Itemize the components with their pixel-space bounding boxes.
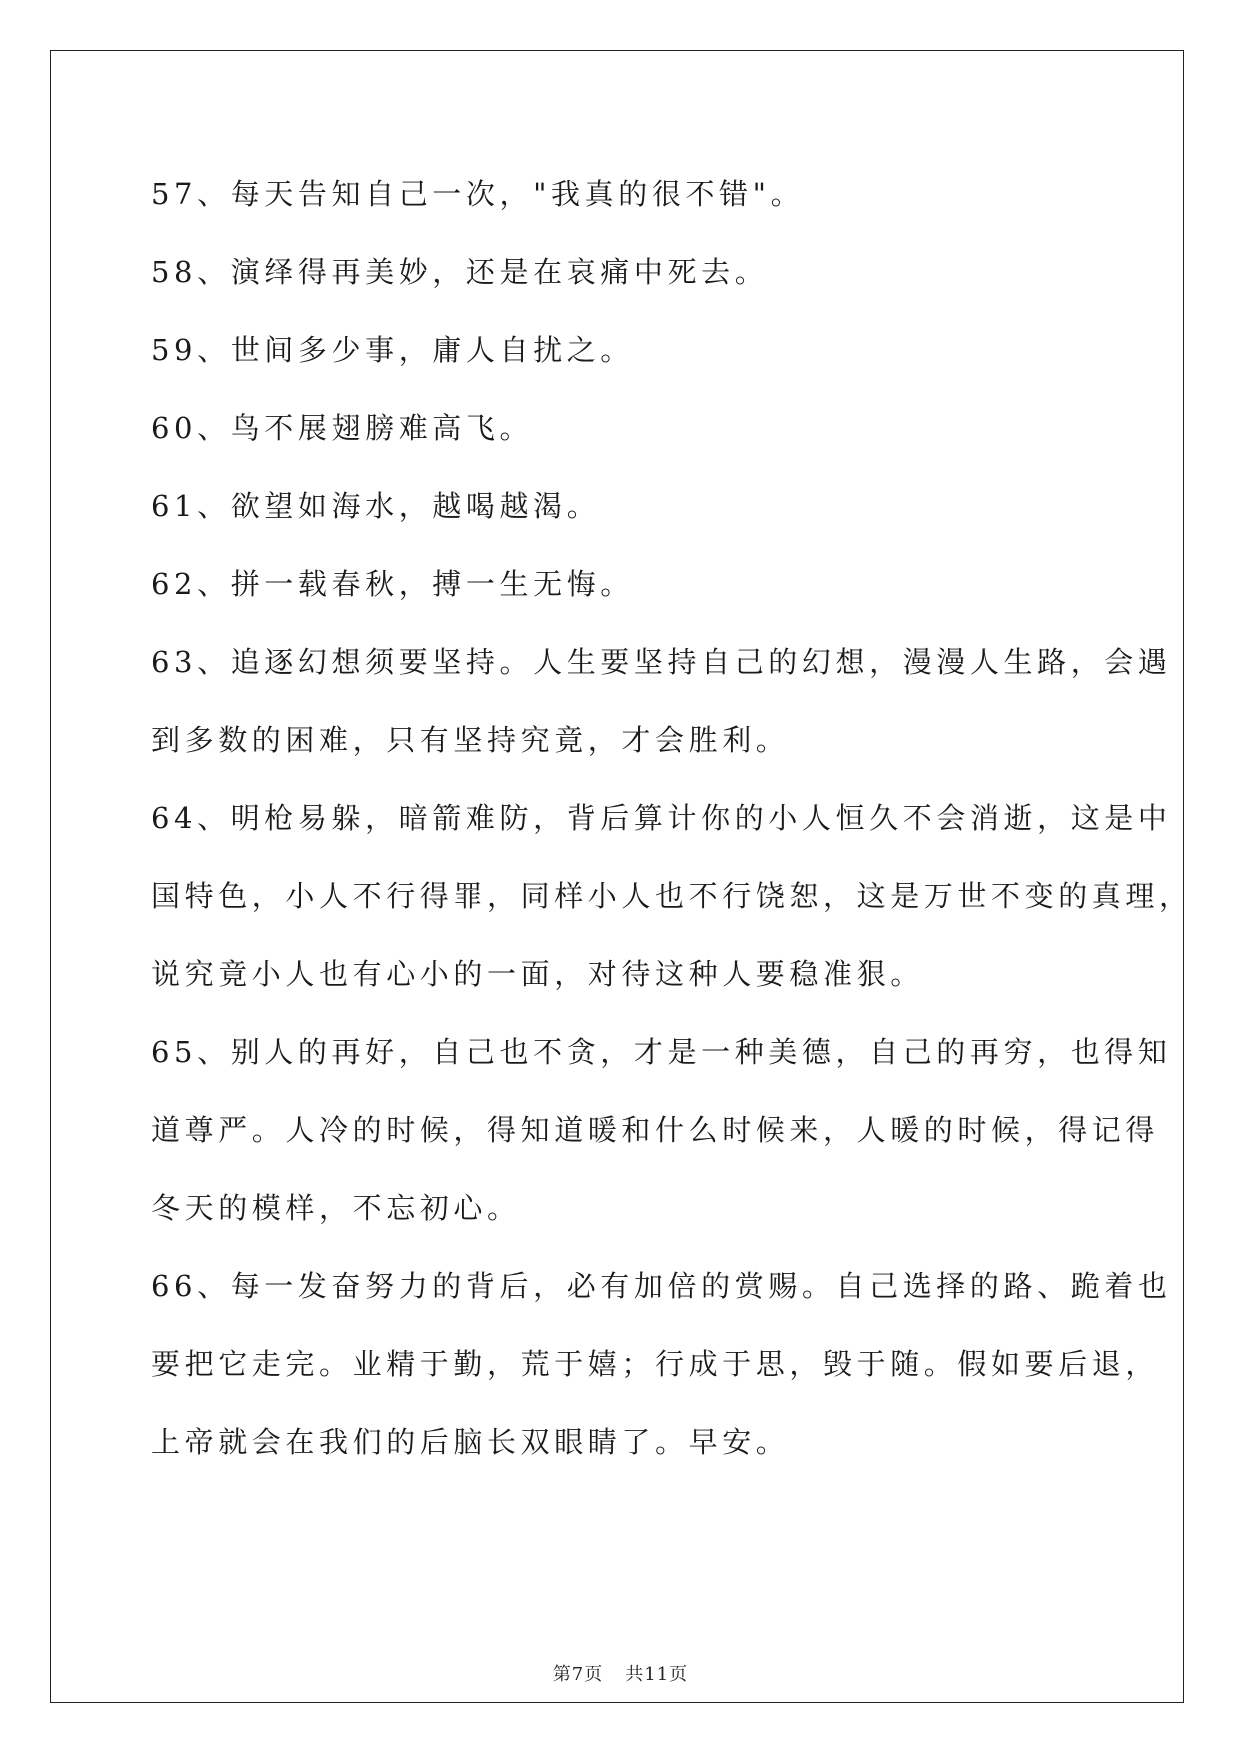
text-line: 61、欲望如海水，越喝越渴。 [151, 489, 601, 523]
text-line: 到多数的困难，只有坚持究竟，才会胜利。 [151, 723, 790, 757]
text-line: 66、每一发奋努力的背后，必有加倍的赏赐。自己选择的路、跪着也 [151, 1269, 1172, 1303]
text-line: 59、世间多少事，庸人自扰之。 [151, 333, 634, 367]
document-body [151, 155, 1193, 1481]
page-total: 共11页 [625, 1664, 689, 1685]
page-footer [0, 1660, 1241, 1686]
text-line: 60、鸟不展翅膀难高飞。 [151, 411, 534, 445]
text-line: 64、明枪易躲，暗箭难防，背后算计你的小人恒久不会消逝，这是中 [151, 801, 1172, 835]
text-line: 国特色，小人不行得罪，同样小人也不行饶恕，这是万世不变的真理， [151, 879, 1193, 913]
text-line: 道尊严。人冷的时候，得知道暖和什么时候来，人暖的时候，得记得 [151, 1113, 1160, 1147]
page-number: 第7页 [552, 1664, 604, 1685]
text-line: 62、拼一载春秋，搏一生无悔。 [151, 567, 634, 601]
text-line: 58、演绎得再美妙，还是在哀痛中死去。 [151, 255, 769, 289]
text-line: 冬天的模样，不忘初心。 [151, 1191, 521, 1225]
text-line: 57、每天告知自己一次，"我真的很不错"。 [151, 177, 805, 211]
text-line: 要把它走完。业精于勤，荒于嬉；行成于思，毁于随。假如要后退， [151, 1347, 1160, 1381]
text-line: 说究竟小人也有心小的一面，对待这种人要稳准狠。 [151, 957, 924, 991]
text-line: 上帝就会在我们的后脑长双眼睛了。早安。 [151, 1425, 790, 1459]
text-line: 65、别人的再好，自己也不贪，才是一种美德，自己的再穷，也得知 [151, 1035, 1172, 1069]
text-line: 63、追逐幻想须要坚持。人生要坚持自己的幻想，漫漫人生路，会遇 [151, 645, 1172, 679]
